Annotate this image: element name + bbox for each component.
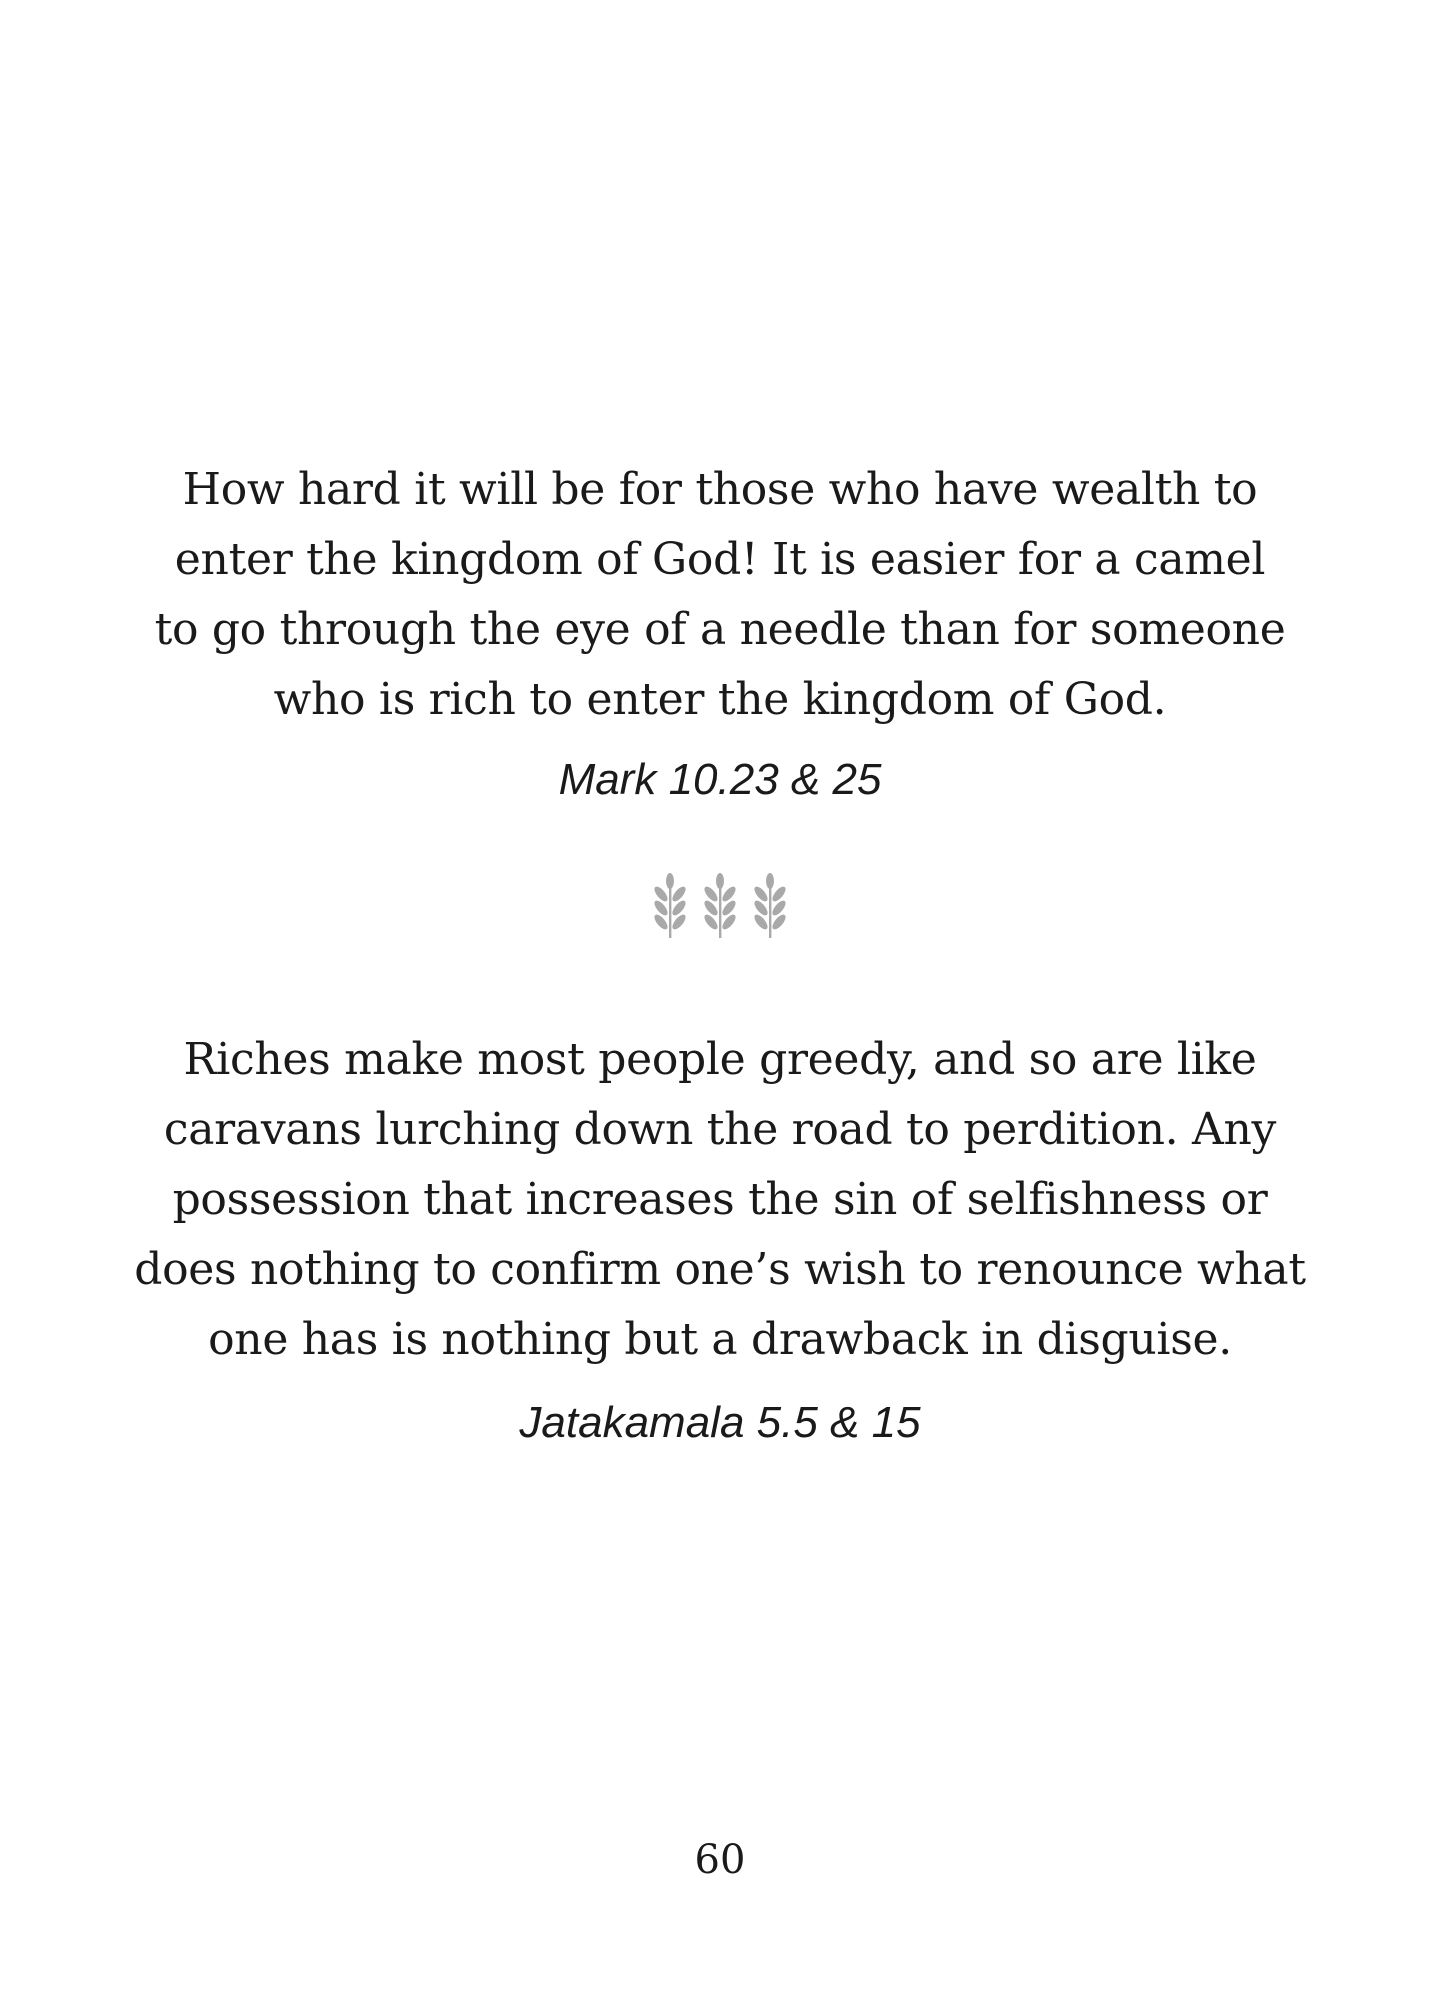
quote-line: possession that increases the sin of selfishness or [172, 1174, 1268, 1225]
wheat-sprig-icon [748, 872, 792, 940]
quote-line: caravans lurching down the road to perdition. Any [163, 1104, 1277, 1155]
quote-line: one has is nothing but a drawback in disguise. [208, 1314, 1232, 1365]
section-divider [0, 872, 1440, 942]
quote-line: does nothing to confirm one’s wish to renounce what [134, 1244, 1306, 1295]
wheat-sprig-icon [698, 872, 742, 940]
quote-jatakamala [0, 1025, 1440, 1375]
quote-line: to go through the eye of a needle than for someone [154, 604, 1286, 655]
quote-line: enter the kingdom of God! It is easier for a camel [174, 534, 1266, 585]
quote-mark [0, 455, 1440, 735]
wheat-sprig-icon [648, 872, 692, 940]
page-number: 60 [694, 1837, 746, 1883]
quote-line: How hard it will be for those who have wealth to [182, 464, 1258, 515]
citation-jatakamala: Jatakamala 5.5 & 15 [519, 1398, 921, 1447]
quote-line: who is rich to enter the kingdom of God. [273, 674, 1167, 725]
quote-line: Riches make most people greedy, and so are like [183, 1034, 1257, 1085]
citation-mark: Mark 10.23 & 25 [558, 755, 882, 804]
